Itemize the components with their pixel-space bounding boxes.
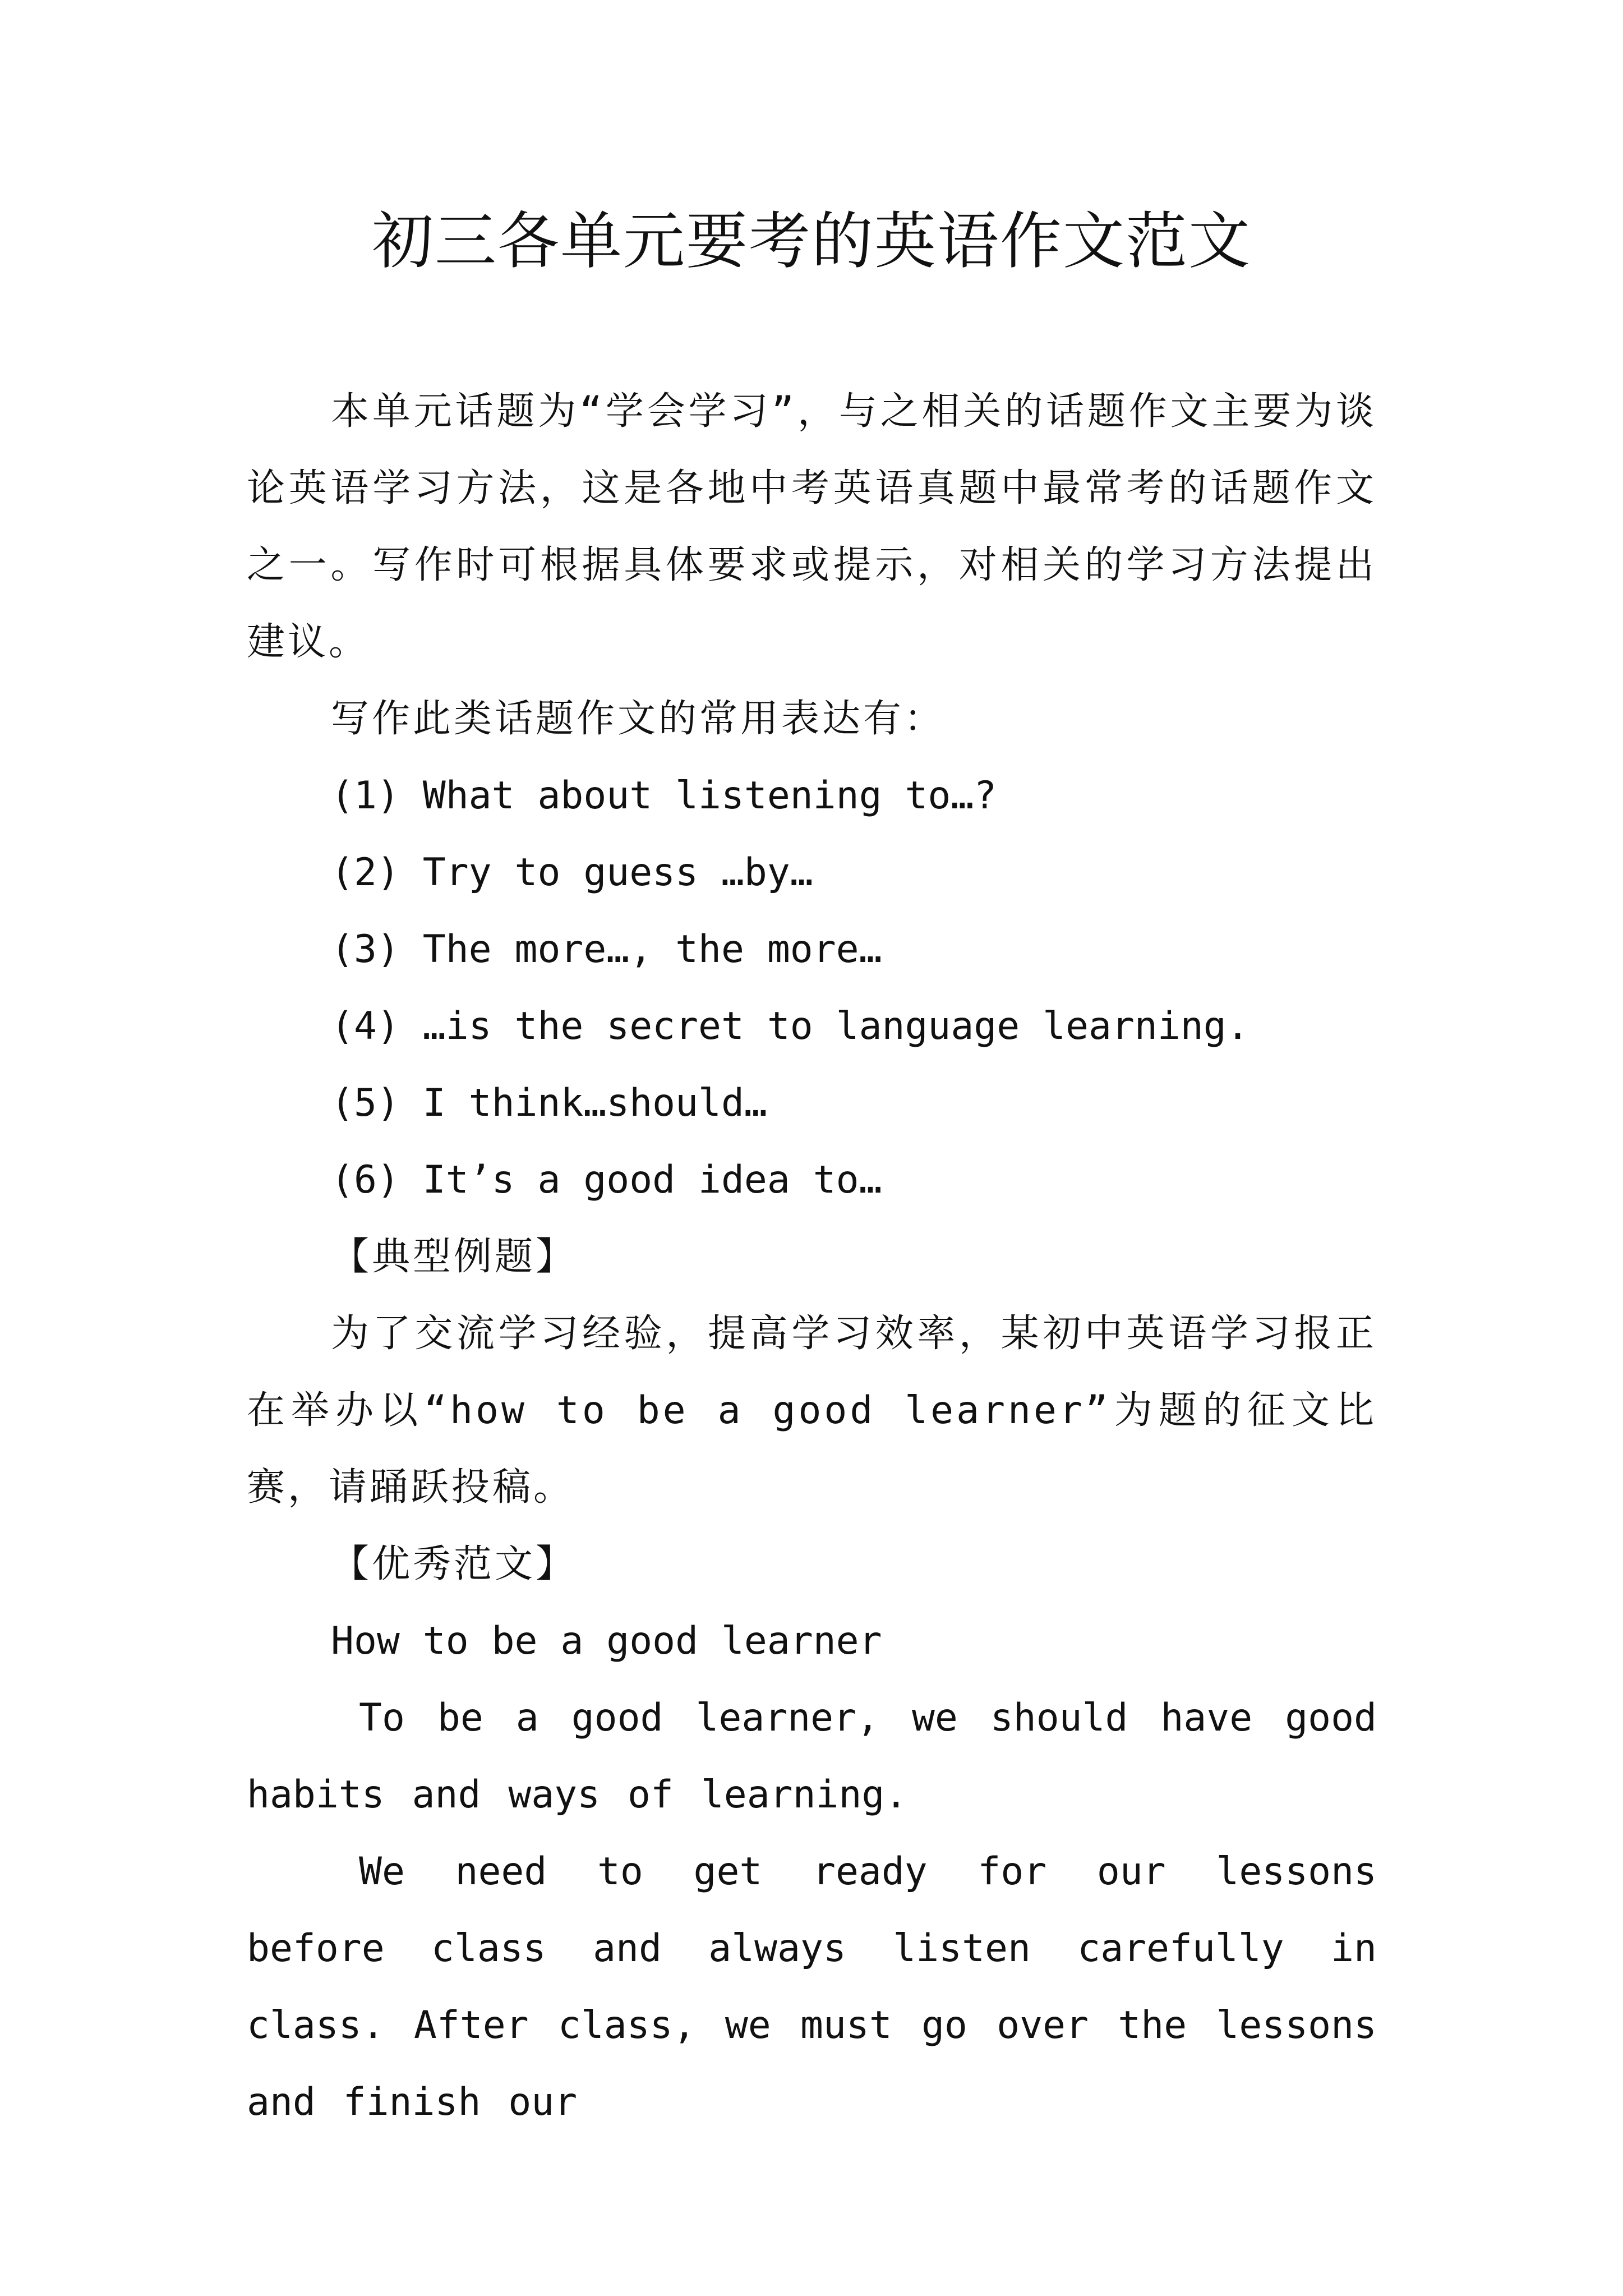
essay-title: How to be a good learner bbox=[331, 1619, 882, 1663]
model-essay-heading: 【优秀范文】 bbox=[331, 1542, 577, 1586]
document-title: 初三各单元要考的英语作文范文 bbox=[372, 205, 1251, 277]
expression-item: (1) What about listening to…? bbox=[331, 774, 997, 818]
intro-paragraph: 本单元话题为“学会学习”，与之相关的话题作文主要为谈论英语学习方法，这是各地中考英语真题中最常考的话题作文之一。写作时可根据具体要求或提示，对相关的学习方法提出建议。 bbox=[247, 389, 1377, 664]
example-heading: 【典型例题】 bbox=[331, 1235, 577, 1279]
expression-item: (3) The more…, the more… bbox=[331, 927, 882, 972]
expression-item: (2) Try to guess …by… bbox=[331, 850, 813, 895]
essay-paragraph: We need to get ready for our lessons before class and always listen carefully in class. After class, we must go over the lessons and finish our bbox=[247, 1849, 1377, 2124]
example-paragraph: 为了交流学习经验，提高学习效率，某初中英语学习报正在举办以“how to be a good learner”为题的征文比赛，请踊跃投稿。 bbox=[247, 1312, 1377, 1510]
essay-paragraph: To be a good learner, we should have good habits and ways of learning. bbox=[247, 1696, 1377, 1817]
expression-item: (5) I think…should… bbox=[331, 1081, 767, 1125]
document-body bbox=[247, 373, 1377, 2141]
expressions-heading: 写作此类话题作文的常用表达有： bbox=[331, 697, 946, 741]
expression-item: (4) …is the secret to language learning. bbox=[331, 1004, 1249, 1048]
expression-item: (6) It’s a good idea to… bbox=[331, 1158, 882, 1202]
